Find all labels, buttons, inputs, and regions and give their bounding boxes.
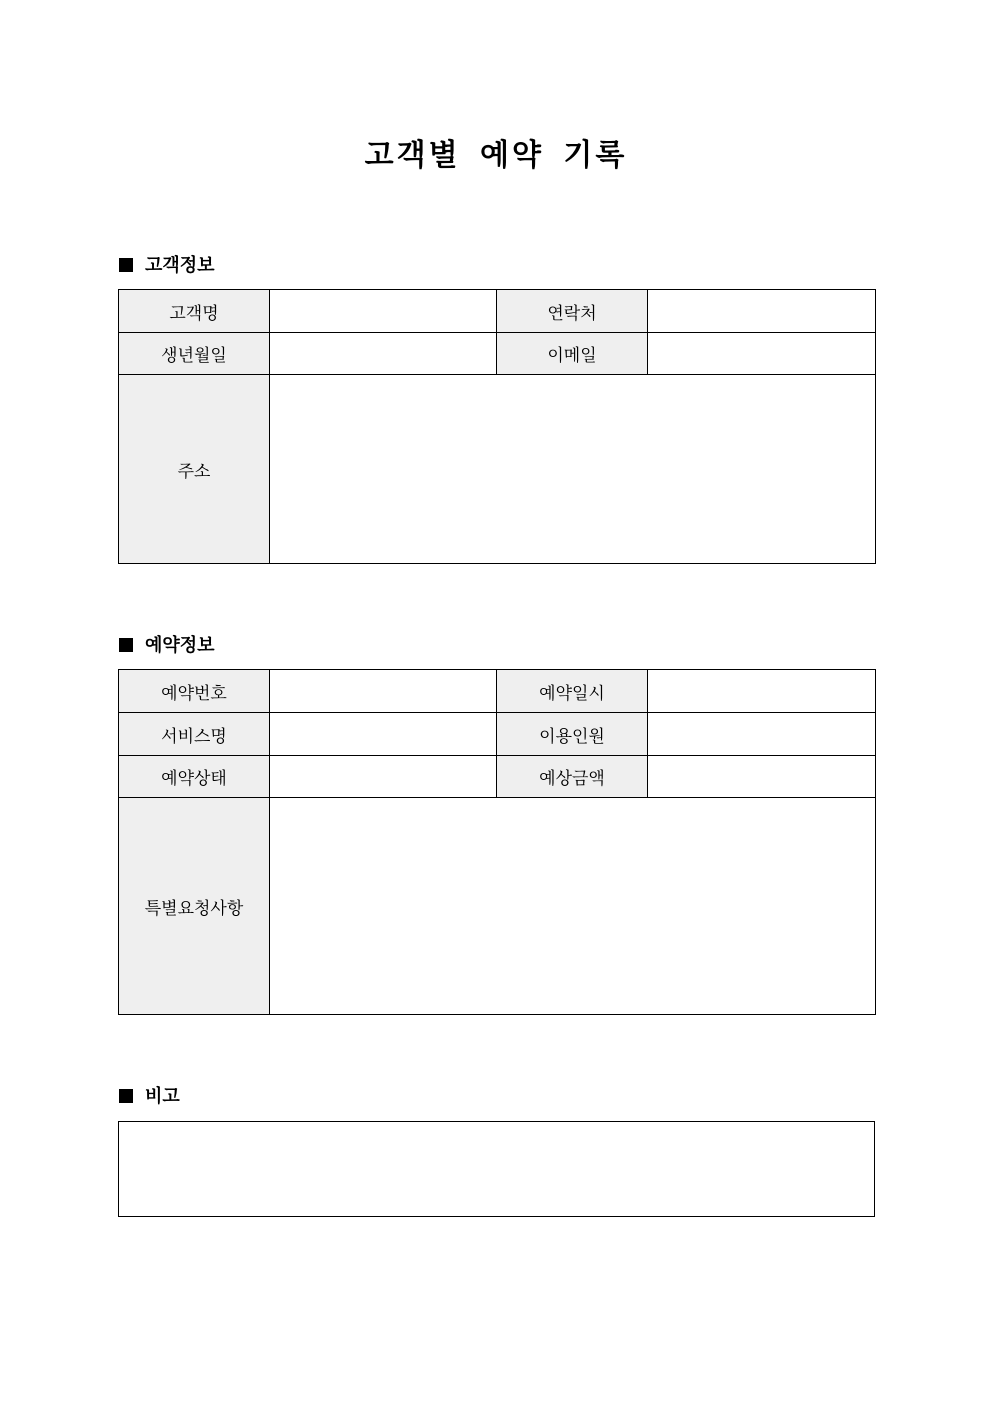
special-request-field[interactable] <box>270 798 876 1015</box>
reservation-section-title: 예약정보 <box>145 635 215 656</box>
estimated-amount-label: 예상금액 <box>497 756 648 798</box>
service-name-label: 서비스명 <box>119 713 270 756</box>
reservation-status-field[interactable] <box>270 756 497 798</box>
email-field[interactable] <box>648 333 876 375</box>
address-label: 주소 <box>119 375 270 564</box>
birthdate-field[interactable] <box>270 333 497 375</box>
reservation-number-field[interactable] <box>270 670 497 713</box>
email-label: 이메일 <box>497 333 648 375</box>
reservation-datetime-label: 예약일시 <box>497 670 648 713</box>
customer-info-table <box>118 289 876 564</box>
people-count-field[interactable] <box>648 713 876 756</box>
reservation-section-heading <box>119 631 215 657</box>
address-field[interactable] <box>270 375 876 564</box>
birthdate-label: 생년월일 <box>119 333 270 375</box>
contact-label: 연락처 <box>497 290 648 333</box>
people-count-label: 이용인원 <box>497 713 648 756</box>
service-name-field[interactable] <box>270 713 497 756</box>
customer-name-label: 고객명 <box>119 290 270 333</box>
notes-section-title: 비고 <box>145 1086 180 1107</box>
square-bullet-icon <box>119 638 133 652</box>
document-title: 고객별 예약 기록 <box>364 138 628 173</box>
square-bullet-icon <box>119 258 133 272</box>
reservation-info-table <box>118 669 876 1015</box>
reservation-number-label: 예약번호 <box>119 670 270 713</box>
reservation-datetime-field[interactable] <box>648 670 876 713</box>
contact-field[interactable] <box>648 290 876 333</box>
special-request-label: 특별요청사항 <box>119 798 270 1015</box>
square-bullet-icon <box>119 1089 133 1103</box>
customer-name-field[interactable] <box>270 290 497 333</box>
customer-section-title: 고객정보 <box>145 255 215 276</box>
estimated-amount-field[interactable] <box>648 756 876 798</box>
notes-table <box>118 1121 875 1217</box>
reservation-status-label: 예약상태 <box>119 756 270 798</box>
notes-section-heading <box>119 1082 180 1108</box>
notes-field[interactable] <box>119 1122 875 1217</box>
customer-section-heading <box>119 251 215 277</box>
